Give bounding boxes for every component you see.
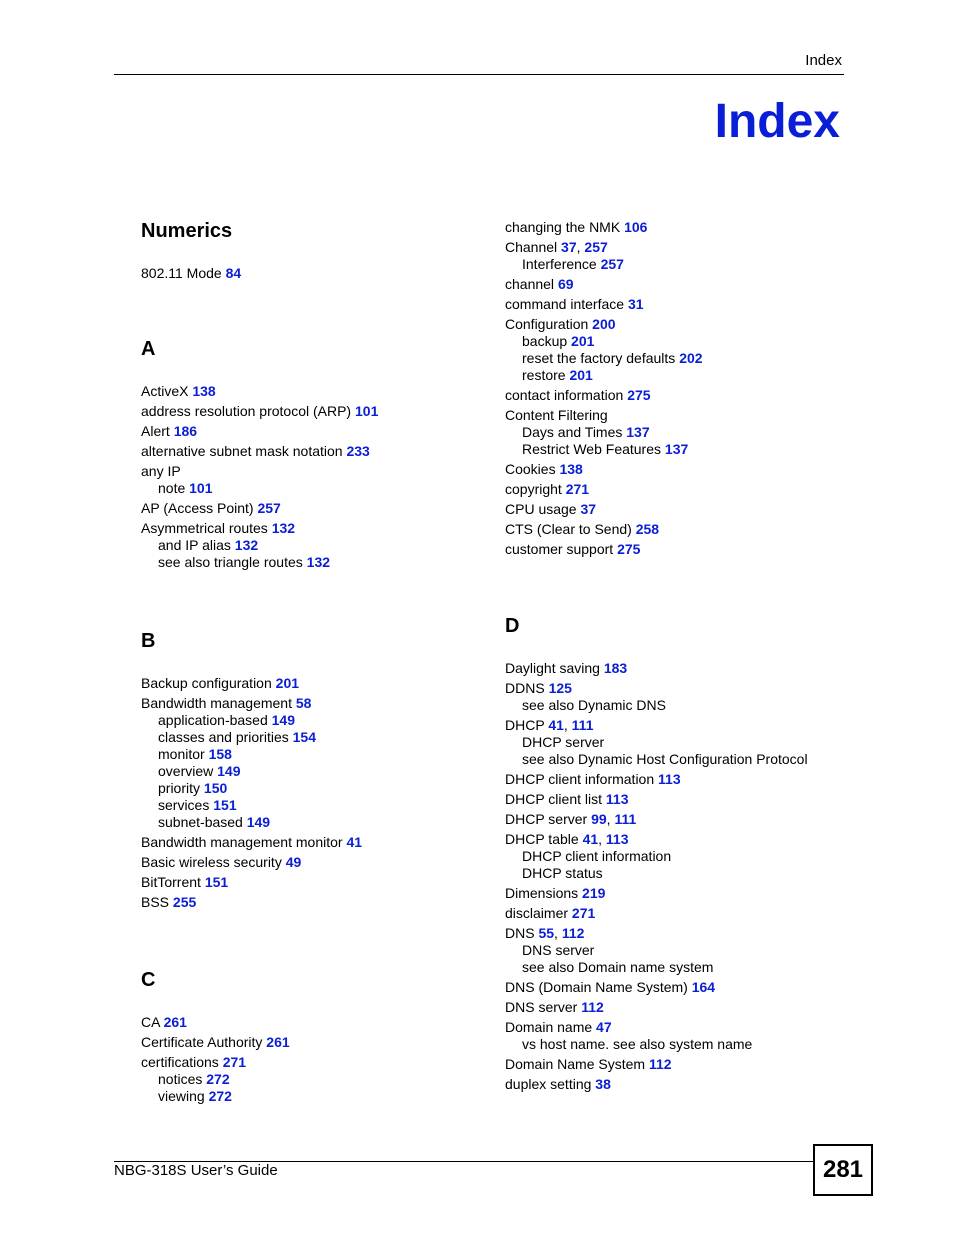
page-link[interactable]: 137 [626, 424, 650, 440]
index-section-c [141, 968, 481, 1108]
index-section-numerics [141, 219, 481, 285]
page-link[interactable]: 37 [580, 501, 597, 517]
page-link[interactable]: 154 [292, 729, 316, 745]
index-subentry [141, 746, 481, 763]
index-entry [505, 387, 845, 404]
index-entry [141, 854, 481, 871]
page-link[interactable]: 58 [295, 695, 312, 711]
entry-term: DHCP [505, 717, 545, 733]
entry-term: DHCP client information [522, 848, 672, 864]
page-link[interactable]: 151 [213, 797, 237, 813]
entry-term: Interference [522, 256, 597, 272]
entry-term: application-based [158, 712, 268, 728]
entry-term: DHCP server [522, 734, 605, 750]
entry-term: Dimensions [505, 885, 579, 901]
entry-list [141, 1014, 481, 1105]
page-link[interactable]: 101 [189, 480, 213, 496]
entry-term: Channel [505, 239, 558, 255]
index-entry [505, 999, 845, 1016]
entry-term: duplex setting [505, 1076, 592, 1092]
index-entry [505, 885, 845, 902]
entry-term: certifications [141, 1054, 219, 1070]
index-subentry [505, 734, 845, 751]
entry-term: priority [158, 780, 201, 796]
index-entry [141, 423, 481, 440]
entry-term: see also Dynamic DNS [522, 697, 666, 713]
page-link[interactable]: 201 [571, 333, 595, 349]
entry-term: Cookies [505, 461, 556, 477]
entry-term: AP (Access Point) [141, 500, 254, 516]
index-entry [141, 675, 481, 692]
index-entry [141, 1014, 481, 1031]
page-link[interactable]: 261 [163, 1014, 187, 1030]
page-link[interactable]: 111 [614, 811, 637, 827]
page-link[interactable]: 125 [548, 680, 572, 696]
index-entry [505, 791, 845, 808]
entry-term: DHCP client information [505, 771, 655, 787]
index-entry: DHCP 41, 111 [505, 717, 594, 733]
index-entry [141, 1034, 481, 1051]
entry-term: BitTorrent [141, 874, 201, 890]
page-link[interactable]: 138 [192, 383, 216, 399]
page-link[interactable]: 41 [346, 834, 363, 850]
page-link[interactable]: 69 [557, 276, 574, 292]
page-link[interactable]: 272 [208, 1088, 232, 1104]
index-subentry [141, 537, 481, 554]
entry-term: contact information [505, 387, 624, 403]
entry-term: see also Dynamic Host Configuration Protocol [522, 751, 808, 767]
section-letter: Numerics [141, 220, 233, 242]
page-link[interactable]: 132 [306, 554, 331, 570]
entry-term: Content Filtering [505, 407, 608, 423]
page-link[interactable]: 132 [234, 537, 259, 553]
index-subentry [141, 1088, 481, 1105]
entry-term: DNS (Domain Name System) [505, 979, 688, 995]
page-link[interactable]: 113 [605, 831, 629, 847]
index-subentry [505, 751, 845, 768]
entry-term: Basic wireless security [141, 854, 282, 870]
entry-term: services [158, 797, 210, 813]
page-link[interactable]: 41 [582, 831, 599, 847]
index-entry [505, 521, 845, 538]
entry-term: classes and priorities [158, 729, 289, 745]
entry-term: Domain name [505, 1019, 593, 1035]
page-link[interactable]: 201 [275, 675, 300, 691]
page-link[interactable]: 149 [271, 712, 295, 728]
index-entry [505, 1056, 845, 1073]
page-link[interactable]: 37 [561, 239, 577, 255]
page-link[interactable]: 257 [600, 256, 624, 272]
page-link[interactable]: 149 [217, 763, 241, 779]
index-section-a [141, 337, 481, 574]
entry-term: Domain Name System [505, 1056, 646, 1072]
index-entry [505, 905, 845, 922]
entry-list [505, 660, 845, 1093]
entry-term: see also triangle routes [158, 554, 303, 570]
page-link[interactable]: 255 [172, 894, 197, 910]
entry-term: DHCP status [522, 865, 603, 881]
page-title: Index [714, 95, 840, 148]
index-subentry [141, 712, 481, 729]
index-subentry [141, 729, 481, 746]
index-entry [505, 407, 845, 424]
entry-list [141, 383, 481, 571]
index-entry [505, 481, 845, 498]
index-entry [505, 979, 845, 996]
index-section-c-continued [505, 219, 845, 561]
index-subentry [141, 780, 481, 797]
entry-term: DNS server [505, 999, 578, 1015]
entry-term: DHCP client list [505, 791, 602, 807]
index-entry [505, 461, 845, 478]
entry-term: Restrict Web Features [522, 441, 662, 457]
index-entry [141, 894, 481, 911]
page-link[interactable]: 111 [571, 717, 594, 733]
page-link[interactable]: 275 [617, 541, 641, 557]
entry-term: customer support [505, 541, 614, 557]
entry-term: Daylight saving [505, 660, 600, 676]
entry-term: monitor [158, 746, 205, 762]
page-link[interactable]: 49 [285, 854, 302, 870]
page-link[interactable]: 275 [627, 387, 651, 403]
entry-term: and IP alias [158, 537, 231, 553]
index-subentry [505, 848, 845, 865]
page-link[interactable]: 149 [246, 814, 271, 830]
entry-term: overview [158, 763, 214, 779]
index-subentry [505, 697, 845, 714]
index-section-d [505, 614, 845, 1096]
page-link[interactable]: 257 [584, 239, 608, 255]
entry-term: Backup configuration [141, 675, 272, 691]
page-link[interactable]: 112 [581, 999, 604, 1015]
index-subentry [505, 959, 845, 976]
index-entry [141, 443, 481, 460]
entry-term: Bandwidth management [141, 695, 292, 711]
header-rule [114, 74, 844, 75]
page-link[interactable]: 99 [591, 811, 607, 827]
page-link[interactable]: 151 [204, 874, 229, 890]
page-link[interactable]: 47 [596, 1019, 612, 1035]
entry-term: disclaimer [505, 905, 569, 921]
entry-term: address resolution protocol (ARP) [141, 403, 352, 419]
page-link[interactable]: 38 [595, 1076, 611, 1092]
entry-list [141, 265, 481, 282]
index-entry [141, 874, 481, 891]
page-link[interactable]: 183 [603, 660, 628, 676]
index-subentry [505, 333, 845, 350]
entry-term: copyright [505, 481, 562, 497]
index-subentry [505, 424, 845, 441]
entry-term: vs host name. see also system name [522, 1036, 753, 1052]
index-entry [141, 1054, 481, 1071]
page-link[interactable]: 271 [565, 481, 590, 497]
entry-term: Alert [141, 423, 170, 439]
index-subentry [505, 1036, 845, 1053]
index-entry [505, 219, 845, 236]
page-link[interactable]: 200 [592, 316, 616, 332]
page-link[interactable]: 201 [569, 367, 593, 383]
entry-term: any IP [141, 463, 181, 479]
entry-term: command interface [505, 296, 625, 312]
entry-term: Days and Times [522, 424, 623, 440]
index-subentry [505, 256, 845, 273]
entry-list [505, 219, 845, 558]
page-link[interactable]: 112 [561, 925, 585, 941]
index-section-b [141, 629, 481, 914]
entry-term: channel [505, 276, 555, 292]
running-header: Index [805, 52, 842, 69]
index-subentry [141, 1071, 481, 1088]
index-entry [505, 660, 845, 677]
index-entry [141, 834, 481, 851]
page-link[interactable]: 186 [173, 423, 198, 439]
index-subentry [505, 942, 845, 959]
entry-term: ActiveX [141, 383, 189, 399]
index-subentry [141, 554, 481, 571]
index-entry [505, 680, 845, 697]
entry-term: DNS server [522, 942, 595, 958]
index-subentry [505, 367, 845, 384]
entry-term: backup [522, 333, 568, 349]
entry-term: DNS [505, 925, 535, 941]
index-entry [505, 1019, 845, 1036]
index-entry [141, 463, 481, 480]
index-entry: DHCP server 99, 111 [505, 811, 637, 827]
page-link[interactable]: 271 [571, 905, 596, 921]
index-subentry [141, 480, 481, 497]
index-entry [141, 695, 481, 712]
entry-term: viewing [158, 1088, 205, 1104]
entry-term: note [158, 480, 186, 496]
page-link[interactable]: 113 [605, 791, 629, 807]
section-letter: A [141, 338, 156, 360]
index-entry [141, 500, 481, 517]
page-link[interactable]: 113 [658, 771, 681, 787]
entry-term: DHCP server [505, 811, 588, 827]
entry-term: DDNS [505, 680, 545, 696]
page-link[interactable]: 150 [203, 780, 228, 796]
page-link[interactable]: 137 [664, 441, 689, 457]
index-subentry [505, 441, 845, 458]
index-subentry [141, 763, 481, 780]
index-entry [505, 1076, 845, 1093]
entry-term: changing the NMK [505, 219, 621, 235]
index-subentry [141, 797, 481, 814]
index-entry [505, 276, 845, 293]
page-link[interactable]: 132 [271, 520, 296, 536]
section-letter: B [141, 630, 156, 652]
index-entry: DHCP table 41, 113 [505, 831, 629, 847]
section-letter: C [141, 969, 156, 991]
entry-term: 802.11 Mode [141, 265, 222, 281]
entry-term: CA [141, 1014, 160, 1030]
page-link[interactable]: 164 [691, 979, 716, 995]
entry-term: DHCP table [505, 831, 579, 847]
index-entry [505, 316, 845, 333]
index-entry: Channel 37, 257 [505, 239, 608, 255]
entry-term: subnet-based [158, 814, 243, 830]
page-link[interactable]: 272 [206, 1071, 230, 1087]
index-entry [505, 296, 845, 313]
entry-list [141, 675, 481, 911]
entry-term: CPU usage [505, 501, 577, 517]
index-entry: DNS 55, 112 [505, 925, 585, 941]
entry-term: see also Domain name system [522, 959, 714, 975]
page-link[interactable]: 41 [548, 717, 564, 733]
page-link[interactable]: 101 [355, 403, 379, 419]
entry-term: BSS [141, 894, 170, 910]
index-entry [141, 520, 481, 537]
page-link[interactable]: 261 [266, 1034, 290, 1050]
page-link[interactable]: 55 [538, 925, 555, 941]
section-letter: D [505, 615, 520, 637]
page-link[interactable]: 158 [208, 746, 232, 762]
index-subentry [505, 865, 845, 882]
page-link[interactable]: 84 [225, 265, 242, 281]
entry-term: Asymmetrical routes [141, 520, 268, 536]
entry-term: restore [522, 367, 566, 383]
page-link[interactable]: 271 [222, 1054, 247, 1070]
page-link[interactable]: 233 [346, 443, 370, 459]
page-link[interactable]: 258 [635, 521, 660, 537]
index-subentry [505, 350, 845, 367]
page-link[interactable]: 106 [624, 219, 648, 235]
footer-guide-title: NBG-318S User’s Guide [114, 1162, 278, 1179]
index-entry [505, 501, 845, 518]
page-link[interactable]: 219 [582, 885, 606, 901]
page-link[interactable]: 202 [679, 350, 703, 366]
page-link[interactable]: 138 [559, 461, 583, 477]
page-link[interactable]: 257 [257, 500, 281, 516]
entry-term: CTS (Clear to Send) [505, 521, 632, 537]
page-link[interactable]: 112 [648, 1056, 672, 1072]
entry-term: Configuration [505, 316, 589, 332]
page-link[interactable]: 31 [627, 296, 644, 312]
entry-term: Certificate Authority [141, 1034, 263, 1050]
entry-term: reset the factory defaults [522, 350, 676, 366]
entry-term: notices [158, 1071, 203, 1087]
index-entry [141, 265, 481, 282]
index-entry [505, 771, 845, 788]
entry-term: Bandwidth management monitor [141, 834, 343, 850]
index-subentry [141, 814, 481, 831]
entry-term: alternative subnet mask notation [141, 443, 343, 459]
index-entry [505, 541, 845, 558]
index-entry [141, 403, 481, 420]
page-number: 281 [813, 1144, 873, 1196]
index-entry [141, 383, 481, 400]
